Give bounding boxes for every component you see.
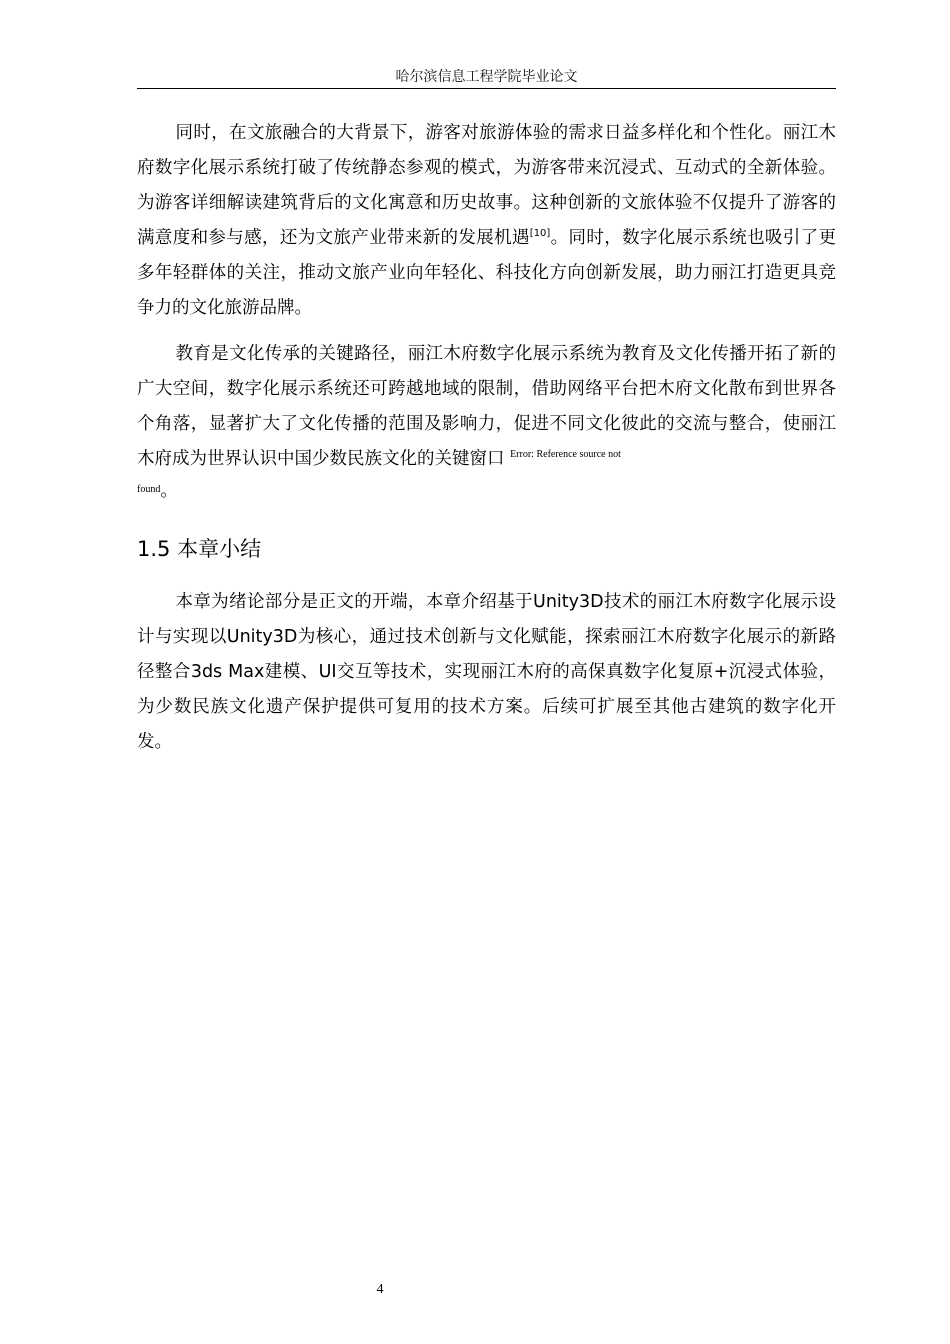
reference-error-tail: found [137,484,161,495]
paragraph-end-mark: 。 [160,481,178,501]
reference-error-line [137,477,836,504]
header-rule [137,88,836,89]
paragraph-chapter-summary: 本章为绪论部分是正文的开端，本章介绍基于Unity3D技术的丽江木府数字化展示设计与实现以Unity3D为核心，通过技术创新与文化赋能，探索丽江木府数字化展示的新路径整合3ds Max建模、UI交互等技术，实现丽江木府的高保真数字化复原+沉浸式体验，为少数民族文化遗产保护提供可复用的技术方案。后续可扩展至其他古建筑的数字化开发。 [137,592,836,752]
paragraph-education [137,337,836,504]
page-number: 4 [376,1282,384,1297]
running-header: 哈尔滨信息工程学院毕业论文 [395,69,578,85]
citation-reference: [10] [529,228,551,240]
paragraph-text-continued: 。同时，数字化展示系统也吸引了更多年轻群体的关注，推动文旅产业向年轻化、科技化方向创新发展，助力丽江打造更具竞争力的文化旅游品牌。 [137,228,836,318]
paragraph-text: 教育是文化传承的关键路径，丽江木府数字化展示系统为教育及文化传播开拓了新的广大空间，数字化展示系统还可跨越地域的限制，借助网络平台把木府文化散布到世界各个角落，显著扩大了文化传播的范围及影响力，促进不同文化彼此的交流与整合，使丽江木府成为世界认识中国少数民族文化的关键窗口 [137,344,836,469]
section-heading: 1.5 本章小结 [137,537,262,561]
paragraph-cultural-tourism [137,116,836,326]
paragraph-text: 同时，在文旅融合的大背景下，游客对旅游体验的需求日益多样化和个性化。丽江木府数字化展示系统打破了传统静态参观的模式，为游客带来沉浸式、互动式的全新体验。为游客详细解读建筑背后的文化寓意和历史故事。这种创新的文旅体验不仅提升了游客的满意度和参与感，还为文旅产业带来新的发展机遇 [137,123,836,248]
reference-error-note: Error: Reference source not [510,449,621,461]
